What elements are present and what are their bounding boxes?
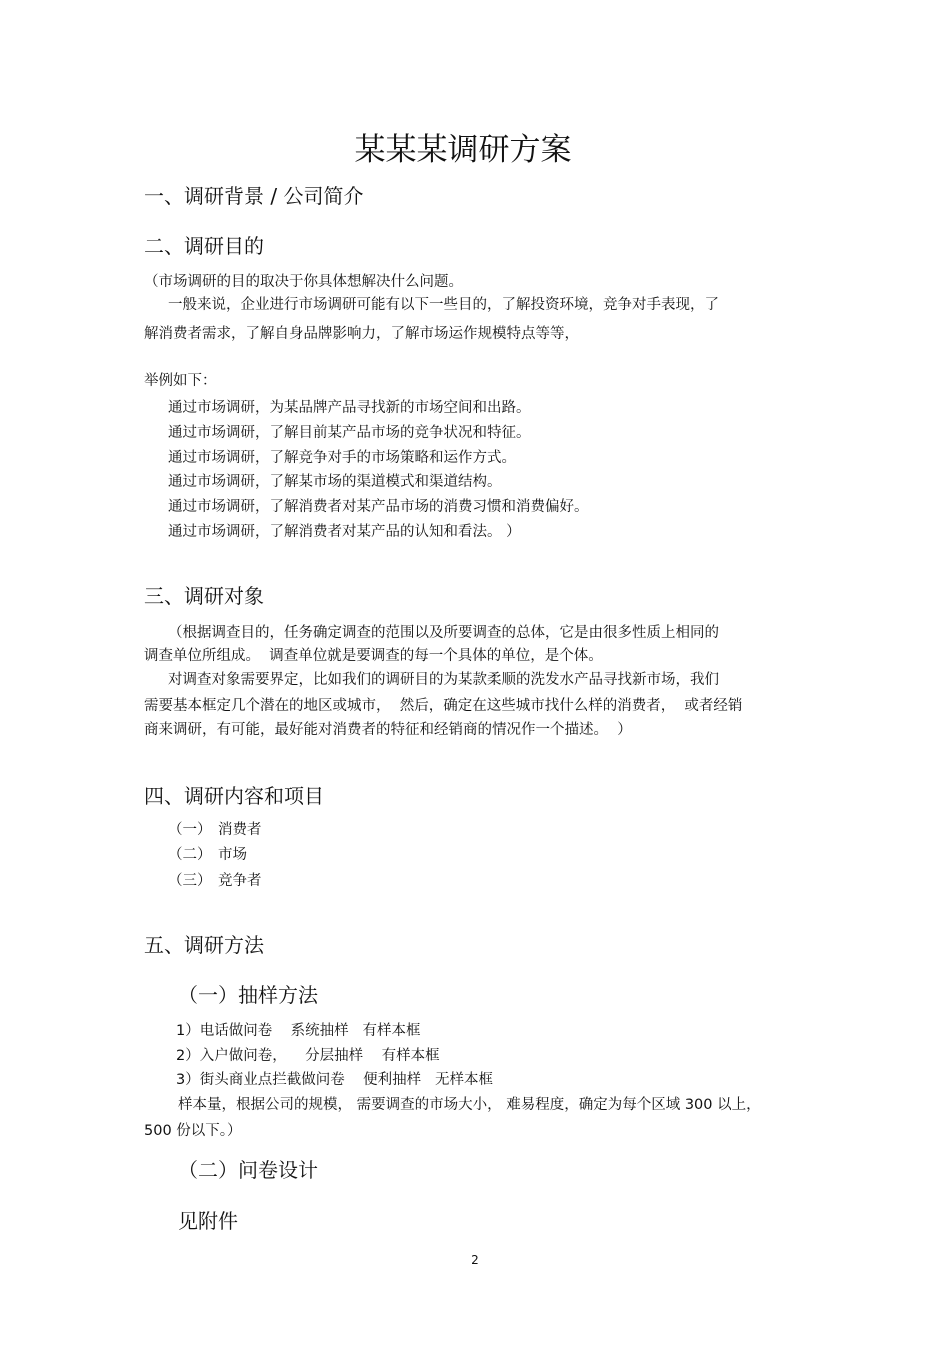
list-item: 通过市场调研，了解消费者对某产品市场的消费习惯和消费偏好。 [168, 499, 589, 515]
method-item: 2）入户做问卷， 分层抽样 有样本框 [176, 1048, 440, 1064]
list-item: 通过市场调研，了解某市场的渠道模式和渠道结构。 [168, 474, 502, 490]
paragraph-line: 样本量，根据公司的规模， 需要调查的市场大小， 难易程度，确定为每个区域 300 以上， [178, 1097, 761, 1113]
method-item: 1）电话做问卷 系统抽样 有样本框 [176, 1023, 421, 1039]
paragraph-line: （市场调研的目的取决于你具体想解决什么问题。 [144, 274, 463, 290]
list-item: 通过市场调研，为某品牌产品寻找新的市场空间和出路。 [168, 400, 531, 416]
list-item-text: 竞争者 [218, 873, 262, 889]
list-item-number: （三） [168, 873, 212, 889]
paragraph-line: （根据调查目的，任务确定调查的范围以及所要调查的总体，它是由很多性质上相同的 [168, 625, 719, 641]
paragraph-line: 一般来说，企业进行市场调研可能有以下一些目的，了解投资环境，竞争对手表现，了 [168, 297, 719, 313]
list-item: 通过市场调研，了解目前某产品市场的竞争状况和特征。 [168, 425, 531, 441]
subsection-heading: （二）问卷设计 [178, 1158, 318, 1182]
paragraph-line: 解消费者需求，了解自身品牌影响力，了解市场运作规模特点等等， [144, 326, 579, 342]
example-label: 举例如下： [144, 373, 217, 389]
paragraph-line: 商来调研，有可能，最好能对消费者的特征和经销商的情况作一个描述。 ） [144, 722, 632, 738]
list-item-number: （一） [168, 822, 212, 838]
subsection-heading: （一）抽样方法 [178, 983, 318, 1007]
paragraph-line: 需要基本框定几个潜在的地区或城市， 然后，确定在这些城市找什么样的消费者， 或者经销 [144, 698, 743, 714]
section-5-heading: 五、调研方法 [144, 933, 264, 957]
list-item: 通过市场调研，了解消费者对某产品的认知和看法。 ） [168, 524, 521, 540]
section-1-heading: 一、调研背景 / 公司简介 [144, 184, 364, 208]
page-number: 2 [471, 1253, 479, 1267]
list-item: 通过市场调研，了解竞争对手的市场策略和运作方式。 [168, 450, 516, 466]
section-4-heading: 四、调研内容和项目 [144, 784, 324, 808]
paragraph-line: 调查单位所组成。 调查单位就是要调查的每一个具体的单位，是个体。 [144, 648, 603, 664]
section-3-heading: 三、调研对象 [144, 584, 264, 608]
paragraph-line: 500 份以下。） [144, 1123, 242, 1139]
page-title: 某某某调研方案 [354, 132, 572, 168]
method-item: 3）街头商业点拦截做问卷 便利抽样 无样本框 [176, 1072, 493, 1088]
section-2-heading: 二、调研目的 [144, 234, 264, 258]
list-item-number: （二） [168, 847, 212, 863]
list-item-text: 市场 [218, 847, 247, 863]
subsection-body: 见附件 [178, 1209, 238, 1233]
list-item-text: 消费者 [218, 822, 262, 838]
paragraph-line: 对调查对象需要界定，比如我们的调研目的为某款柔顺的洗发水产品寻找新市场，我们 [168, 672, 719, 688]
